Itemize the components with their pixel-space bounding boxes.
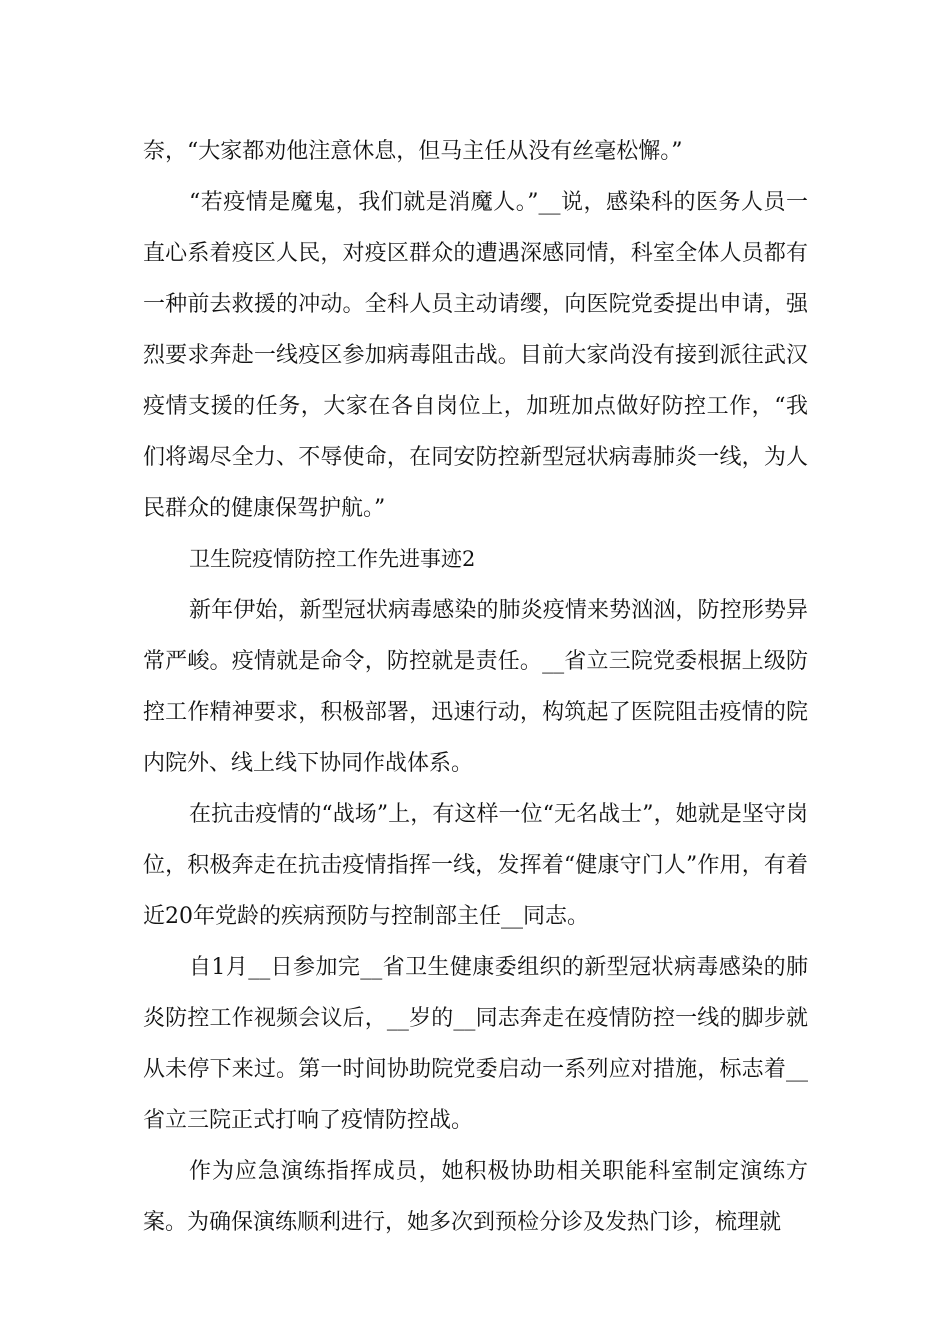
document-body (143, 126, 808, 1248)
paragraph-quote: “若疫情是魔鬼，我们就是消魔人。”__说，感染科的医务人员一直心系着疫区人民，对疫区群众的遭遇深感同情，科室全体人员都有一种前去救援的冲动。全科人员主动请缨，向医院党委提出申请，强烈要求奔赴一线疫区参加病毒阻击战。目前大家尚没有接到派往武汉疫情支援的任务，大家在各自岗位上，加班加点做好防控工作，“我们将竭尽全力、不辱使命，在同安防控新型冠状病毒肺炎一线，为人民群众的健康保驾护航。” (143, 190, 808, 521)
paragraph-continuation: 奈，“大家都劝他注意休息，但马主任从没有丝毫松懈。” (143, 139, 683, 164)
paragraph-intro: 新年伊始，新型冠状病毒感染的肺炎疫情来势汹汹，防控形势异常严峻。疫情就是命令，防控就是责任。__省立三院党委根据上级防控工作精神要求，积极部署，迅速行动，构筑起了医院阻击疫情的院内院外、线上线下协同作战体系。 (143, 598, 808, 776)
paragraph-unnamed-soldier: 在抗击疫情的“战场”上，有这样一位“无名战士”，她就是坚守岗位，积极奔走在抗击疫情指挥一线，发挥着“健康守门人”作用，有着近20年党龄的疾病预防与控制部主任__同志。 (143, 802, 808, 929)
section-heading: 卫生院疫情防控工作先进事迹2 (189, 547, 476, 571)
paragraph-emergency-drill: 作为应急演练指挥成员，她积极协助相关职能科室制定演练方案。为确保演练顺利进行，她多次到预检分诊及发热门诊，梳理就 (143, 1159, 808, 1235)
paragraph-since-january: 自1月__日参加完__省卫生健康委组织的新型冠状病毒感染的肺炎防控工作视频会议后，__岁的__同志奔走在疫情防控一线的脚步就从未停下来过。第一时间协助院党委启动一系列应对措施，标志着__省立三院正式打响了疫情防控战。 (143, 955, 808, 1133)
